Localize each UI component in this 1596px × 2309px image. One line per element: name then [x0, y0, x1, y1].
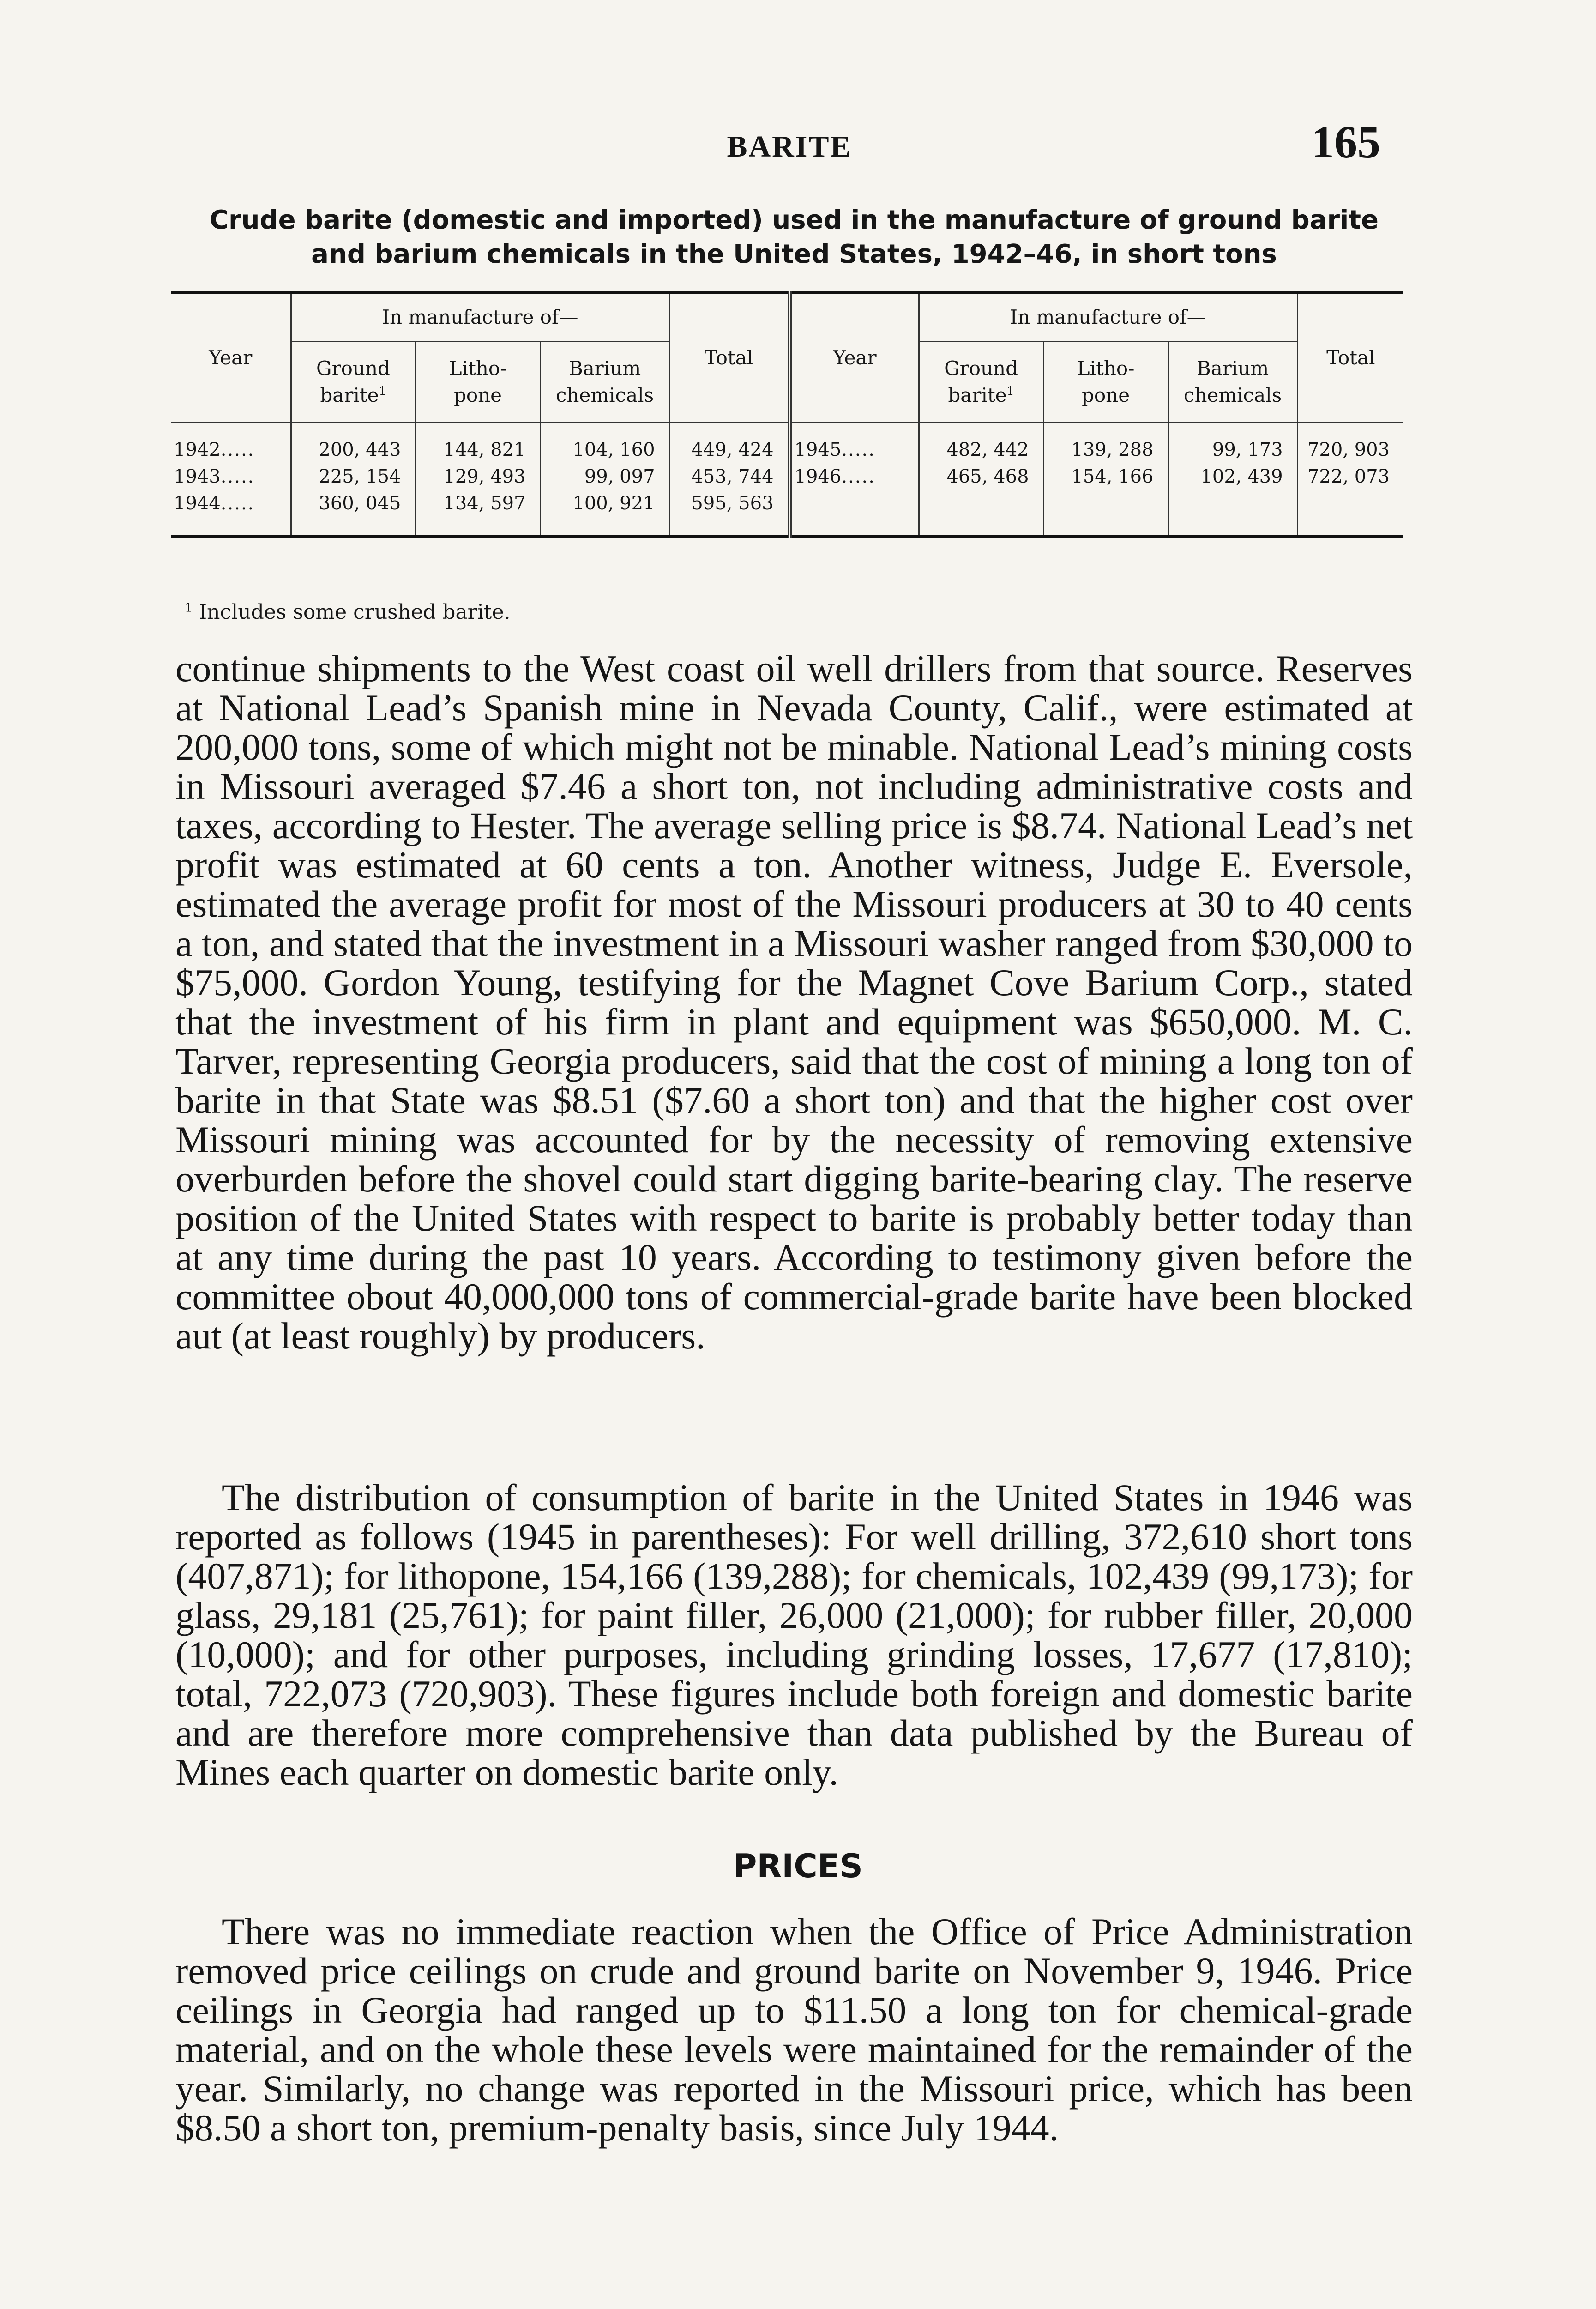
data-table — [171, 291, 1403, 538]
footnote-marker: 1 — [1006, 384, 1014, 398]
table-caption — [171, 203, 1417, 272]
header-total-left: Total — [669, 292, 789, 423]
running-title: BARITE — [727, 130, 852, 163]
header-ground-barite-left: Ground barite$^1$ — [291, 342, 416, 423]
header-barium-chemicals-left: Barium chemicals — [540, 342, 669, 423]
footnote-marker: 1 — [379, 384, 386, 398]
table-caption-line-2: and barium chemicals in the United States, 1942–46, in short tons — [311, 239, 1277, 269]
header-ground-barite-right: Ground barite$^1$ — [919, 342, 1043, 423]
table-row: 1944 ..... 360, 045 134, 597 100, 921 595, 563 — [171, 490, 1403, 536]
header-year-right: Year — [789, 292, 919, 423]
body-paragraph-2: The distribution of consumption of barite in the United States in 1946 was reported as follows (1945 in parentheses): For well drilling, 372,610 short tons (407,871); for lithopone, 154,166 (139,288); for chemicals, 102,439 (99,173); for glass, 29,181 (25,761); for paint filler, 26,000 (21,000); for rubber filler, 20,000 (10,000); and for other purposes, including grinding losses, 17,677 (17,810); total, 722,073 (720,903). These figures include both foreign and domestic barite and are therefore more comprehensive than data published by the Bureau of Mines each quarter on domestic barite only. — [175, 1476, 1413, 1793]
header-lithopone-right: Litho- pone — [1043, 342, 1168, 423]
header-group-right: In manufacture of— — [919, 292, 1297, 342]
body-paragraph-3: There was no immediate reaction when the Office of Price Administration removed price ceilings on crude and ground barite on November 9, 1946. Price ceilings in Georgia had ranged up to $11.50 a long ton for chemical-grade material, and on the whole these levels were maintained for the remainder of the year. Similarly, no change was reported in the Missouri price, which has been $8.50 a short ton, premium-penalty basis, since July 1944. — [175, 1910, 1413, 2149]
header-year-left: Year — [171, 292, 291, 423]
table-footnote: $^1$ Includes some crushed barite. — [185, 600, 511, 624]
header-group-left: In manufacture of— — [291, 292, 669, 342]
table-caption-line-1: Crude barite (domestic and imported) used in the manufacture of ground barite — [209, 205, 1379, 235]
header-total-right: Total — [1297, 292, 1403, 423]
table-row: 1942 ..... 200, 443 144, 821 104, 160 449, 424 1945 ..... 482, 442 139, 288 99, 173 720, 903 — [171, 423, 1403, 464]
barite-table — [171, 291, 1403, 538]
table-row: 1943 ..... 225, 154 129, 493 99, 097 453, 744 1946 ..... 465, 468 154, 166 102, 439 722, 073 — [171, 463, 1403, 490]
section-heading-prices: PRICES — [733, 1847, 863, 1885]
page-number: 165 — [1311, 116, 1380, 168]
body-paragraph-1: continue shipments to the West coast oil well drillers from that source. Reserves at National Lead’s Spanish mine in Nevada County, Calif., were estimated at 200,000 tons, some of which might not be minable. National Lead’s mining costs in Missouri averaged $7.46 a short ton, not including administrative costs and taxes, according to Hester. The average selling price is $8.74. National Lead’s net profit was estimated at 60 cents a ton. Another witness, Judge E. Eversole, estimated the average profit for most of the Missouri producers at 30 to 40 cents a ton, and stated that the investment in a Missouri washer ranged from $30,000 to $75,000. Gordon Young, testifying for the Magnet Cove Barium Corp., stated that the investment of his firm in plant and equipment was $650,000. M. C. Tarver, representing Georgia producers, said that the cost of mining a long ton of barite in that State was $8.51 ($7.60 a short ton) and that the higher cost over Missouri mining was accounted for by the necessity of removing extensive overburden before the shovel could start digging barite-bearing clay. The reserve position of the United States with respect to barite is probably better today than at any time during the past 10 years. According to testimony given before the committee obout 40,000,000 tons of commercial-grade barite have been blocked aut (at least roughly) by producers. — [175, 647, 1413, 1357]
header-barium-chemicals-right: Barium chemicals — [1168, 342, 1297, 423]
header-lithopone-left: Litho- pone — [416, 342, 540, 423]
running-head — [175, 115, 1403, 185]
